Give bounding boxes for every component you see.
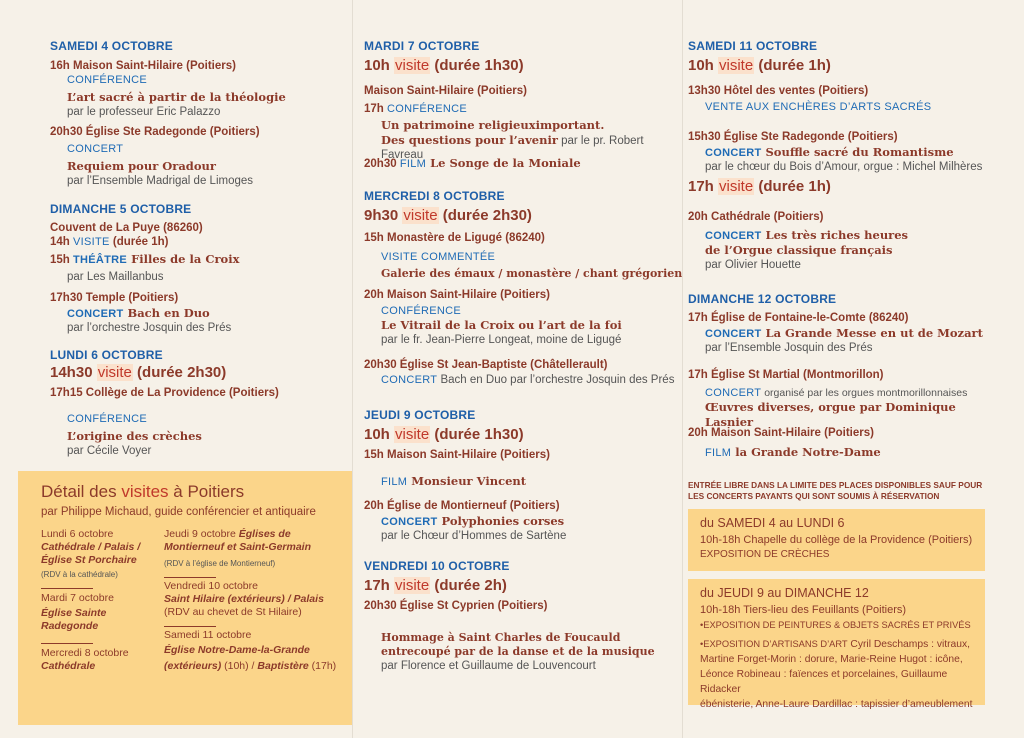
- day-heading: MARDI 7 OCTOBRE: [364, 39, 480, 53]
- visits-title-part: visites: [121, 482, 169, 501]
- event-type: THÉÂTRE: [73, 254, 128, 266]
- day-heading: SAMEDI 4 OCTOBRE: [50, 39, 173, 53]
- event-place: 15h Monastère de Ligugé (86240): [364, 232, 545, 244]
- exhibit-line: ébénisterie, Anne-Laure Dardillac : tapissier d’ameublement: [700, 699, 973, 710]
- event-title: La Grande Messe en ut de Mozart: [761, 326, 983, 340]
- event-title: Bach en Duo: [123, 306, 210, 320]
- event-place: 17h30 Temple (Poitiers): [50, 292, 179, 304]
- event-title: Les très riches heures: [761, 228, 909, 242]
- event-title: de l’Orgue classique français: [705, 243, 893, 257]
- entry-note: [688, 480, 982, 502]
- event-type: VISITE: [73, 236, 110, 248]
- visit-time: 9h30: [364, 207, 403, 224]
- event: [364, 599, 684, 673]
- visit-date: Mercredi 8 octobre: [41, 647, 129, 659]
- visit-date: Jeudi 9 octobre: [164, 528, 236, 540]
- day-heading: LUNDI 6 OCTOBRE: [50, 348, 163, 362]
- event-title: L’origine des crèches: [67, 429, 202, 443]
- event-type: FILM: [381, 476, 408, 488]
- visit-line: [364, 57, 524, 75]
- visit-label: visite: [719, 57, 754, 74]
- event-type: CONFÉRENCE: [381, 305, 462, 317]
- visit-date: Vendredi 10 octobre: [164, 580, 258, 592]
- exhibit-line: Cyril Deschamps : vitraux,: [847, 639, 971, 650]
- visit-place: Cathédrale: [41, 660, 96, 672]
- visit-place: Églises de Montierneuf et Saint-Germain: [164, 528, 312, 553]
- visit-date: Mardi 7 octobre: [41, 592, 114, 604]
- visit-note: (RDV à l’église de Montierneuf): [164, 559, 276, 568]
- event-place: 20h Maison Saint-Hilaire (Poitiers): [688, 427, 874, 439]
- event: [50, 125, 260, 188]
- event-type: CONCERT: [381, 516, 438, 528]
- event-by: par Cécile Voyer: [67, 445, 152, 457]
- event-title: Polyphonies corses: [437, 514, 565, 528]
- event: [364, 288, 684, 347]
- event-type: FILM: [705, 447, 732, 459]
- column-3: [682, 0, 1000, 738]
- event-title: Monsieur Vincent: [407, 474, 527, 488]
- event-time: 14h: [50, 236, 74, 248]
- exhibit-title: EXPOSITION DE CRÈCHES: [700, 549, 830, 560]
- event-type: CONCERT: [67, 308, 124, 320]
- day-heading: DIMANCHE 12 OCTOBRE: [688, 292, 837, 306]
- event-place: 20h Maison Saint-Hilaire (Poitiers): [364, 289, 550, 301]
- visit-place: Saint Hilaire (extérieurs) / Palais: [164, 593, 324, 605]
- column-2: [352, 0, 682, 738]
- event: [688, 130, 1000, 174]
- event: [50, 221, 239, 284]
- visit-line: [364, 577, 507, 595]
- event-type: CONCERT: [67, 143, 124, 155]
- event-by: par l’Ensemble Josquin des Prés: [705, 342, 873, 354]
- event: [364, 231, 684, 281]
- event: [688, 368, 1000, 430]
- exhibit-location: 10h-18h Chapelle du collège de la Providence (Poitiers): [700, 534, 973, 546]
- exhibit-box-1: [688, 509, 985, 571]
- visits-box: [18, 471, 352, 725]
- visits-guide: par Philippe Michaud, guide conférencier et antiquaire: [41, 506, 316, 518]
- event-type: FILM: [399, 158, 427, 170]
- event-title: la Grande Notre-Dame: [731, 445, 881, 459]
- visit-time: 14h30: [50, 364, 97, 381]
- event-place: 15h30 Église Ste Radegonde (Poitiers): [688, 131, 898, 143]
- visit-duration: (durée 1h30): [430, 57, 524, 74]
- event-title: Le Songe de la Moniale: [426, 156, 581, 170]
- visits-right: [164, 528, 349, 674]
- entry-note-line: LES CONCERTS PAYANTS QUI SONT SOUMIS À RÉSERVATION: [688, 491, 940, 501]
- event-type: CONFÉRENCE: [67, 413, 148, 425]
- visit-duration: (durée 2h): [430, 577, 507, 594]
- event: [688, 210, 1000, 272]
- event-by: par Florence et Guillaume de Louvencourt: [381, 660, 596, 672]
- visit-line: [688, 178, 831, 196]
- exhibit-dates: du JEUDI 9 au DIMANCHE 12: [700, 586, 869, 600]
- visits-title-part: à Poitiers: [168, 482, 245, 501]
- entry-note-line: ENTRÉE LIBRE DANS LA LIMITE DES PLACES DISPONIBLES SAUF POUR: [688, 480, 983, 490]
- visit-line: [688, 57, 831, 75]
- visit-label: visite: [97, 364, 132, 381]
- visit-label: visite: [395, 577, 430, 594]
- visit-duration: (durée 1h): [754, 178, 831, 195]
- visit-time: (17h): [308, 660, 337, 672]
- exhibit-location: 10h-18h Tiers-lieu des Feuillants (Poitiers): [700, 604, 907, 616]
- visits-title-part: Détail des: [41, 482, 122, 501]
- event-type: CONCERT: [381, 374, 438, 386]
- event-title: Des questions pour l’avenir: [381, 133, 558, 147]
- event-place: 15h Maison Saint-Hilaire (Poitiers): [364, 449, 550, 461]
- visit-place: Église Notre-Dame-la-Grande (extérieurs): [164, 644, 310, 672]
- event: [364, 84, 684, 162]
- visit-date: Lundi 6 octobre: [41, 528, 114, 540]
- event-time: 17h: [364, 103, 388, 115]
- event-title: Un patrimoine religieuximportant.: [381, 118, 605, 132]
- visit-label: visite: [403, 207, 438, 224]
- event-time: 20h30: [364, 158, 400, 170]
- day-heading: JEUDI 9 OCTOBRE: [364, 408, 476, 422]
- event-note: organisé par les orgues montmorillonnaises: [761, 387, 968, 399]
- exhibit-dates: du SAMEDI 4 au LUNDI 6: [700, 516, 845, 530]
- visit-date: Samedi 11 octobre: [164, 629, 252, 641]
- event: [364, 499, 566, 543]
- event-by: par le pr. Robert Favreau: [381, 135, 644, 161]
- visits-title: [41, 482, 244, 502]
- visit-place: Cathédrale / Palais / Église St Porchaire: [41, 541, 141, 566]
- visit-label: visite: [395, 426, 430, 443]
- visit-place: Baptistère: [257, 660, 309, 672]
- event-by: par le fr. Jean-Pierre Longeat, moine de Ligugé: [381, 334, 622, 346]
- visit-time: 10h: [364, 57, 395, 74]
- exhibit-title: •EXPOSITION D’ARTISANS D’ART: [700, 639, 848, 649]
- visit-line: [50, 364, 226, 382]
- event-by: par l’orchestre Josquin des Prés: [67, 322, 232, 334]
- day-heading: SAMEDI 11 OCTOBRE: [688, 39, 818, 53]
- exhibit-artisans: [700, 637, 982, 712]
- visit-duration: (durée 2h30): [438, 207, 532, 224]
- visit-time: (10h) /: [221, 660, 258, 672]
- event: [688, 426, 881, 460]
- visits-left: [41, 528, 161, 673]
- event-type: CONCERT: [705, 328, 762, 340]
- exhibit-line: Léonce Robineau : faïences et porcelaines, Guillaume Ridacker: [700, 669, 948, 695]
- event: [688, 84, 931, 114]
- event-by: par le Chœur d’Hommes de Sartène: [381, 530, 567, 542]
- event-place: 20h Cathédrale (Poitiers): [688, 211, 824, 223]
- event-title: Œuvres diverses, orgue par Dominique Lasnier: [705, 400, 956, 429]
- visit-time: 17h: [364, 577, 395, 594]
- exhibit-box-2: [688, 579, 985, 710]
- event-type: CONCERT: [705, 387, 762, 399]
- event: [364, 358, 684, 387]
- event-title: L’art sacré à partir de la théologie: [67, 90, 286, 104]
- event-place: Couvent de La Puye (86260): [50, 222, 203, 234]
- event-by: par Les Maillanbus: [67, 271, 164, 283]
- day-heading: DIMANCHE 5 OCTOBRE: [50, 202, 192, 216]
- visit-line: [364, 207, 532, 225]
- visit-duration: (durée 1h30): [430, 426, 524, 443]
- day-heading: MERCREDI 8 OCTOBRE: [364, 189, 505, 203]
- visit-note: (RDV au chevet de St Hilaire): [164, 606, 302, 618]
- event-place: 20h30 Église St Jean-Baptiste (Châtellerault): [364, 359, 608, 371]
- visit-duration: (durée 2h30): [132, 364, 227, 381]
- event-by: par l’Ensemble Madrigal de Limoges: [67, 175, 254, 187]
- visit-time: 10h: [688, 57, 719, 74]
- visit-line: [364, 426, 524, 444]
- exhibit-title: •EXPOSITION DE PEINTURES & OBJETS SACRÉS ET PRIVÉS: [700, 620, 971, 630]
- event-type: CONFÉRENCE: [387, 103, 468, 115]
- visit-place: Église Sainte Radegonde: [41, 607, 107, 632]
- exhibit-line: Martine Forget-Morin : dorure, Marie-Reine Hugot : icône,: [700, 654, 963, 665]
- event-type: VENTE AUX ENCHÈRES D’ARTS SACRÉS: [705, 101, 932, 113]
- event-by: par Olivier Houette: [705, 259, 801, 271]
- event-type: VISITE COMMENTÉE: [381, 251, 496, 263]
- event-place: 13h30 Hôtel des ventes (Poitiers): [688, 85, 869, 97]
- event: [364, 448, 550, 489]
- event: [688, 311, 1000, 355]
- event-type: CONCERT: [705, 230, 762, 242]
- event-place: 17h Église de Fontaine-le-Comte (86240): [688, 312, 909, 324]
- event: [50, 59, 286, 119]
- event-title: Requiem pour Oradour: [67, 159, 216, 173]
- visit-time: 17h: [688, 178, 719, 195]
- event-place: Maison Saint-Hilaire (Poitiers): [364, 85, 527, 97]
- event-place: 17h15 Collège de La Providence (Poitiers): [50, 387, 279, 399]
- event-time: 15h: [50, 254, 74, 266]
- visit-note: (RDV à la cathédrale): [41, 570, 118, 579]
- event-title: Le Vitrail de la Croix ou l’art de la foi: [381, 318, 622, 332]
- event: [364, 156, 581, 171]
- event-place: 20h30 Église Ste Radegonde (Poitiers): [50, 126, 260, 138]
- event-title: Souffle sacré du Romantisme: [761, 145, 954, 159]
- event-place: 20h Église de Montierneuf (Poitiers): [364, 500, 560, 512]
- event-place: 16h Maison Saint-Hilaire (Poitiers): [50, 60, 236, 72]
- event-by: par le professeur Eric Palazzo: [67, 106, 221, 118]
- event: [50, 291, 231, 335]
- event-title: Filles de la Croix: [127, 252, 240, 266]
- event-type: CONFÉRENCE: [67, 74, 148, 86]
- day-heading: VENDREDI 10 OCTOBRE: [364, 559, 510, 573]
- event-place: 20h30 Église St Cyprien (Poitiers): [364, 600, 548, 612]
- event-title: entrecoupé par de la danse et de la musique: [381, 645, 655, 658]
- visit-duration: (durée 1h): [754, 57, 831, 74]
- event-place: 17h Église St Martial (Montmorillon): [688, 369, 884, 381]
- event: [50, 386, 279, 458]
- visit-label: visite: [395, 57, 430, 74]
- visit-label: visite: [719, 178, 754, 195]
- event-by: par le chœur du Bois d’Amour, orgue : Michel Milhères: [705, 161, 983, 173]
- event-by: Bach en Duo par l’orchestre Josquin des Prés: [437, 374, 675, 386]
- event-title: Galerie des émaux / monastère / chant grégorien: [381, 267, 683, 280]
- event-type: CONCERT: [705, 147, 762, 159]
- event-duration: (durée 1h): [109, 236, 169, 248]
- event-title: Hommage à Saint Charles de Foucauld: [381, 631, 621, 644]
- visit-time: 10h: [364, 426, 395, 443]
